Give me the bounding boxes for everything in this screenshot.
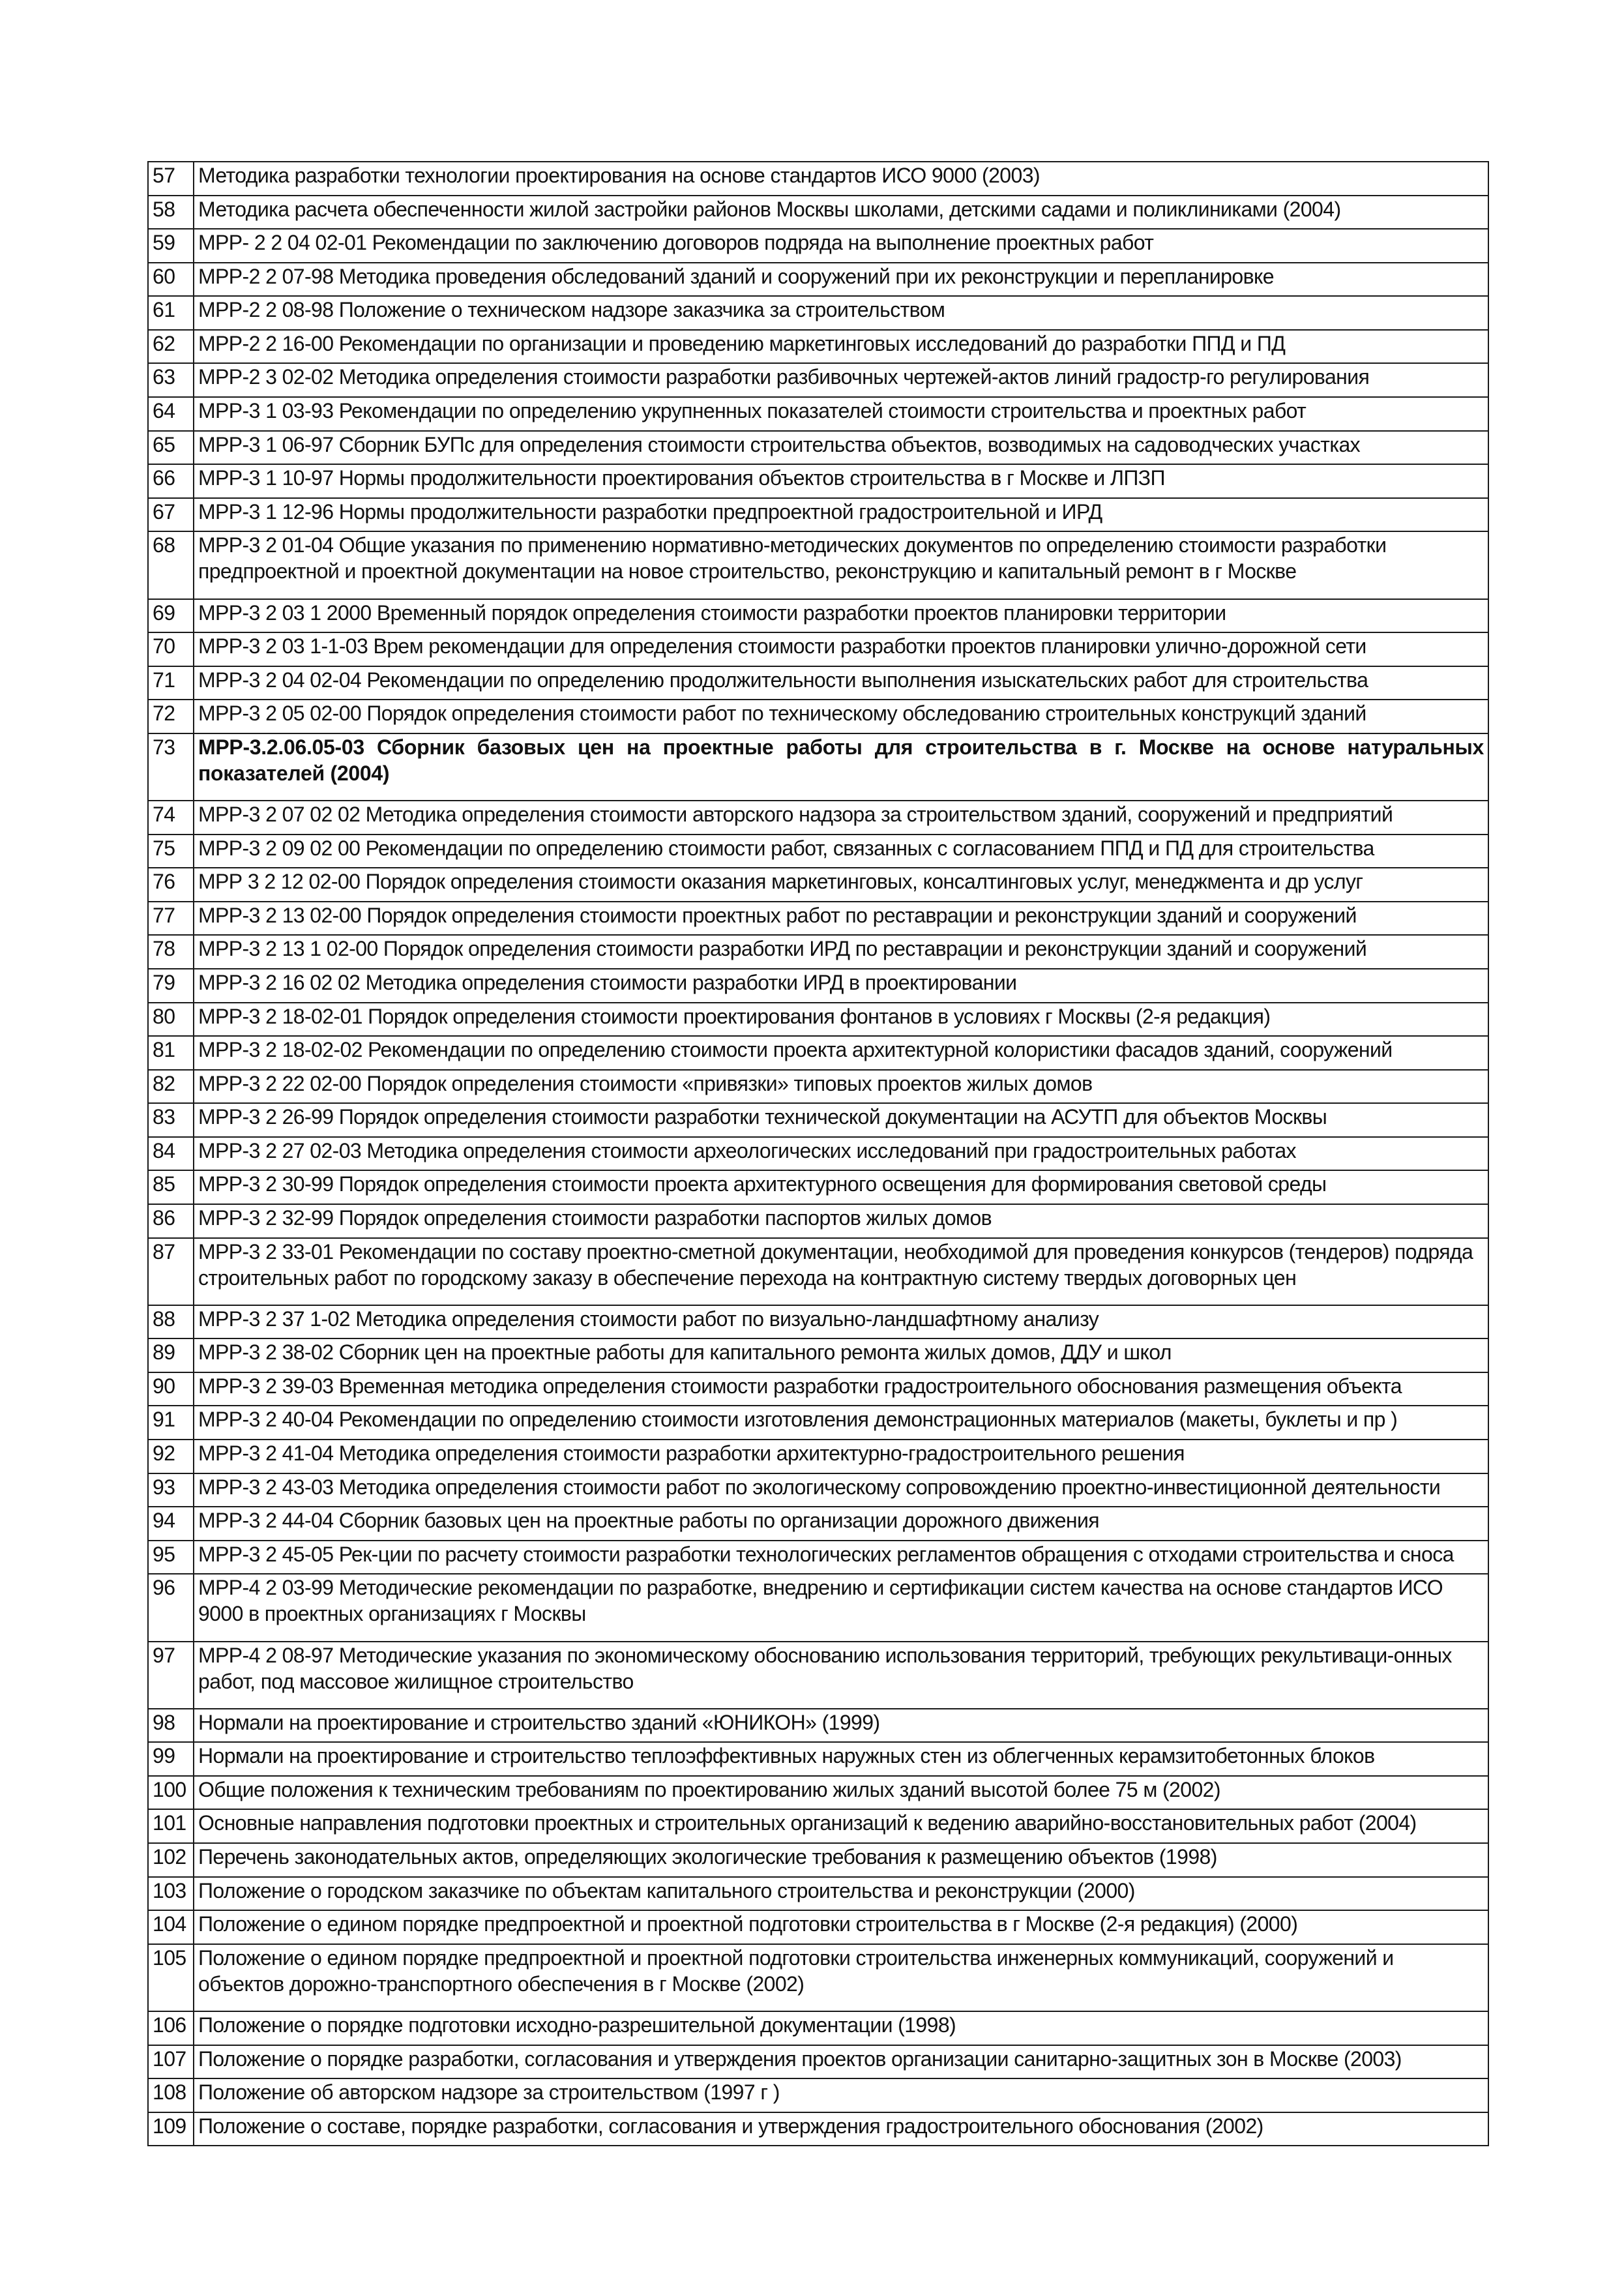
document-title: МРР-3 2 03 1 2000 Временный порядок определения стоимости разработки проектов планировки территории [194,599,1488,633]
table-row [148,229,1488,263]
table-row [148,666,1488,700]
document-title: Положение о порядке разработки, согласования и утверждения проектов организации санитарно-защитных зон в Москве (2003) [194,2045,1488,2079]
table-row [148,1507,1488,1541]
table-row [148,1776,1488,1810]
document-title: МРР-3 2 40-04 Рекомендации по определению стоимости изготовления демонстрационных материалов (макеты, буклеты и пр ) [194,1406,1488,1440]
table-row [148,1305,1488,1339]
row-number: 93 [148,1473,194,1507]
row-number: 74 [148,801,194,835]
document-title: МРР-3 2 01-04 Общие указания по применению нормативно-методических документов по определению стоимости разработки предпроектной и проектной документации на новое строительство, реконструкцию и капитальный ремонт в г Москве [194,531,1488,599]
row-number: 83 [148,1103,194,1137]
document-title: Положение о едином порядке предпроектной и проектной подготовки строительства инженерных коммуникаций, сооружений и объектов дорожно-транспортного обеспечения в г Москве (2002) [194,1944,1488,2011]
document-title: МРР-3 2 27 02-03 Методика определения стоимости археологических исследований при градостроительных работах [194,1137,1488,1171]
document-title: МРР-3 2 37 1-02 Методика определения стоимости работ по визуально-ландшафтному анализу [194,1305,1488,1339]
document-title: МРР-3 2 13 02-00 Порядок определения стоимости проектных работ по реставрации и реконструкции зданий и сооружений [194,902,1488,936]
table-row [148,1642,1488,1709]
row-number: 102 [148,1843,194,1877]
row-number: 103 [148,1877,194,1911]
document-title: Положение о порядке подготовки исходно-разрешительной документации (1998) [194,2011,1488,2045]
row-number: 94 [148,1507,194,1541]
table-row [148,835,1488,868]
table-row [148,498,1488,532]
document-table [147,161,1489,2146]
row-number: 88 [148,1305,194,1339]
row-number: 63 [148,363,194,397]
table-row [148,1238,1488,1305]
row-number: 84 [148,1137,194,1171]
document-title: МРР-3 2 04 02-04 Рекомендации по определению продолжительности выполнения изыскательских работ для строительства [194,666,1488,700]
row-number: 87 [148,1238,194,1305]
row-number: 98 [148,1709,194,1743]
table-row [148,1440,1488,1473]
document-title: МРР-2 2 16-00 Рекомендации по организации и проведению маркетинговых исследований до разработки ППД и ПД [194,330,1488,364]
table-row [148,868,1488,902]
row-number: 70 [148,632,194,666]
document-title: МРР-3 2 18-02-01 Порядок определения стоимости проектирования фонтанов в условиях г Москвы (2-я редакция) [194,1003,1488,1037]
table-row [148,162,1488,196]
document-title: Общие положения к техническим требованиям по проектированию жилых зданий высотой более 75 м (2002) [194,1776,1488,1810]
document-title: МРР-2 2 07-98 Методика проведения обследований зданий и сооружений при их реконструкции и перепланировке [194,263,1488,297]
table-row [148,397,1488,431]
row-number: 66 [148,464,194,498]
row-number: 96 [148,1574,194,1641]
table-row [148,801,1488,835]
table-row [148,1473,1488,1507]
table-row [148,196,1488,229]
table-row [148,632,1488,666]
row-number: 75 [148,835,194,868]
table-row [148,1809,1488,1843]
row-number: 106 [148,2011,194,2045]
row-number: 97 [148,1642,194,1709]
row-number: 105 [148,1944,194,2011]
document-title: МРР-3 2 05 02-00 Порядок определения стоимости работ по техническому обследованию строительных конструкций зданий [194,700,1488,733]
table-row [148,1742,1488,1776]
document-title: МРР-3 2 30-99 Порядок определения стоимости проекта архитектурного освещения для формирования световой среды [194,1170,1488,1204]
row-number: 80 [148,1003,194,1037]
document-title: МРР-3 2 16 02 02 Методика определения стоимости разработки ИРД в проектировании [194,969,1488,1003]
table-row [148,599,1488,633]
row-number: 59 [148,229,194,263]
row-number: 76 [148,868,194,902]
row-number: 109 [148,2112,194,2146]
table-row [148,464,1488,498]
document-title: Методика расчета обеспеченности жилой застройки районов Москвы школами, детскими садами и поликлиниками (2004) [194,196,1488,229]
row-number: 108 [148,2078,194,2112]
document-title: МРР-3 2 41-04 Методика определения стоимости разработки архитектурно-градостроительного решения [194,1440,1488,1473]
table-row [148,1338,1488,1372]
table-row [148,969,1488,1003]
document-title: МРР-3 2 13 1 02-00 Порядок определения стоимости разработки ИРД по реставрации и реконструкции зданий и сооружений [194,935,1488,969]
table-row [148,1103,1488,1137]
table-row [148,1170,1488,1204]
row-number: 101 [148,1809,194,1843]
table-row [148,902,1488,936]
document-title: МРР-4 2 03-99 Методические рекомендации по разработке, внедрению и сертификации систем качества на основе стандартов ИСО 9000 в проектных организациях г Москвы [194,1574,1488,1641]
row-number: 60 [148,263,194,297]
row-number: 86 [148,1204,194,1238]
row-number: 77 [148,902,194,936]
document-title: Положение об авторском надзоре за строительством (1997 г ) [194,2078,1488,2112]
table-row [148,263,1488,297]
row-number: 107 [148,2045,194,2079]
table-row [148,1843,1488,1877]
row-number: 85 [148,1170,194,1204]
table-row [148,700,1488,733]
row-number: 61 [148,296,194,330]
document-title: МРР-3 2 18-02-02 Рекомендации по определению стоимости проекта архитектурной колористики фасадов зданий, сооружений [194,1036,1488,1070]
row-number: 65 [148,431,194,465]
row-number: 100 [148,1776,194,1810]
table-row [148,935,1488,969]
table-row [148,2011,1488,2045]
row-number: 92 [148,1440,194,1473]
row-number: 99 [148,1742,194,1776]
row-number: 58 [148,196,194,229]
document-title: МРР-2 2 08-98 Положение о техническом надзоре заказчика за строительством [194,296,1488,330]
document-title: Положение о едином порядке предпроектной и проектной подготовки строительства в г Москве (2-я редакция) (2000) [194,1910,1488,1944]
table-body [148,162,1488,2146]
table-row [148,1406,1488,1440]
document-title: Перечень законодательных актов, определяющих экологические требования к размещению объектов (1998) [194,1843,1488,1877]
table-row [148,363,1488,397]
table-row [148,1910,1488,1944]
table-row [148,1877,1488,1911]
document-title: МРР-3 2 45-05 Рек-ции по расчету стоимости разработки технологических регламентов обращения с отходами строительства и сноса [194,1541,1488,1574]
document-title: МРР-3 1 06-97 Сборник БУПс для определения стоимости строительства объектов, возводимых на садоводческих участках [194,431,1488,465]
document-title: Нормали на проектирование и строительство теплоэффективных наружных стен из облегченных керамзитобетонных блоков [194,1742,1488,1776]
table-row [148,1944,1488,2011]
table-row [148,733,1488,801]
document-title: МРР-3 1 03-93 Рекомендации по определению укрупненных показателей стоимости строительства и проектных работ [194,397,1488,431]
document-title: МРР-4 2 08-97 Методические указания по экономическому обоснованию использования территорий, требующих рекультиваци-онных работ, под массовое жилищное строительство [194,1642,1488,1709]
row-number: 62 [148,330,194,364]
document-title: МРР- 2 2 04 02-01 Рекомендации по заключению договоров подряда на выполнение проектных работ [194,229,1488,263]
table-row [148,2045,1488,2079]
document-title: МРР-3 2 22 02-00 Порядок определения стоимости «привязки» типовых проектов жилых домов [194,1070,1488,1104]
document-title: МРР 3 2 12 02-00 Порядок определения стоимости оказания маркетинговых, консалтинговых услуг, менеджмента и др услуг [194,868,1488,902]
row-number: 104 [148,1910,194,1944]
document-title: МРР-3 2 33-01 Рекомендации по составу проектно-сметной документации, необходимой для проведения конкурсов (тендеров) подряда строительных работ по городскому заказу в обеспечение перехода на контрактную систему твердых договорных цен [194,1238,1488,1305]
document-title: МРР-3 2 03 1-1-03 Врем рекомендации для определения стоимости разработки проектов планировки улично-дорожной сети [194,632,1488,666]
row-number: 89 [148,1338,194,1372]
row-number: 78 [148,935,194,969]
row-number: 57 [148,162,194,196]
table-row [148,1003,1488,1037]
row-number: 72 [148,700,194,733]
row-number: 73 [148,733,194,801]
table-row [148,1574,1488,1641]
table-row [148,1372,1488,1406]
row-number: 91 [148,1406,194,1440]
document-title: МРР-3 2 44-04 Сборник базовых цен на проектные работы по организации дорожного движения [194,1507,1488,1541]
row-number: 90 [148,1372,194,1406]
row-number: 95 [148,1541,194,1574]
row-number: 81 [148,1036,194,1070]
document-title: МРР-3 2 32-99 Порядок определения стоимости разработки паспортов жилых домов [194,1204,1488,1238]
document-title: Методика разработки технологии проектирования на основе стандартов ИСО 9000 (2003) [194,162,1488,196]
row-number: 82 [148,1070,194,1104]
document-title: МРР-3 2 26-99 Порядок определения стоимости разработки технической документации на АСУТП для объектов Москвы [194,1103,1488,1137]
table-row [148,1541,1488,1574]
document-title: Положение о составе, порядке разработки, согласования и утверждения градостроительного обоснования (2002) [194,2112,1488,2146]
document-title: Положение о городском заказчике по объектам капитального строительства и реконструкции (2000) [194,1877,1488,1911]
table-row [148,2078,1488,2112]
table-row [148,431,1488,465]
document-title: Основные направления подготовки проектных и строительных организаций к ведению аварийно-восстановительных работ (2004) [194,1809,1488,1843]
table-row [148,2112,1488,2146]
table-row [148,1036,1488,1070]
table-row [148,1204,1488,1238]
row-number: 79 [148,969,194,1003]
document-title: МРР-2 3 02-02 Методика определения стоимости разработки разбивочных чертежей-актов линий градостр-го регулирования [194,363,1488,397]
row-number: 71 [148,666,194,700]
row-number: 67 [148,498,194,532]
document-title: Нормали на проектирование и строительство зданий «ЮНИКОН» (1999) [194,1709,1488,1743]
table-row [148,1709,1488,1743]
table-row [148,296,1488,330]
document-title: МРР-3 1 12-96 Нормы продолжительности разработки предпроектной градостроительной и ИРД [194,498,1488,532]
document-title: МРР-3 2 07 02 02 Методика определения стоимости авторского надзора за строительством зданий, сооружений и предприятий [194,801,1488,835]
table-row [148,1070,1488,1104]
table-row [148,330,1488,364]
document-title: МРР-3 2 09 02 00 Рекомендации по определению стоимости работ, связанных с согласованием ППД и ПД для строительства [194,835,1488,868]
document-title: МРР-3 2 38-02 Сборник цен на проектные работы для капитального ремонта жилых домов, ДДУ и школ [194,1338,1488,1372]
document-title: МРР-3 1 10-97 Нормы продолжительности проектирования объектов строительства в г Москве и ЛПЗП [194,464,1488,498]
table-row [148,1137,1488,1171]
document-title: МРР-3 2 39-03 Временная методика определения стоимости разработки градостроительного обоснования размещения объекта [194,1372,1488,1406]
table-row [148,531,1488,599]
document-title: МРР-3 2 43-03 Методика определения стоимости работ по экологическому сопровождению проектно-инвестиционной деятельности [194,1473,1488,1507]
row-number: 64 [148,397,194,431]
row-number: 68 [148,531,194,599]
row-number: 69 [148,599,194,633]
document-title: МРР-3.2.06.05-03 Сборник базовых цен на проектные работы для строительства в г. Москве на основе натуральных показателей (2004) [194,733,1488,801]
